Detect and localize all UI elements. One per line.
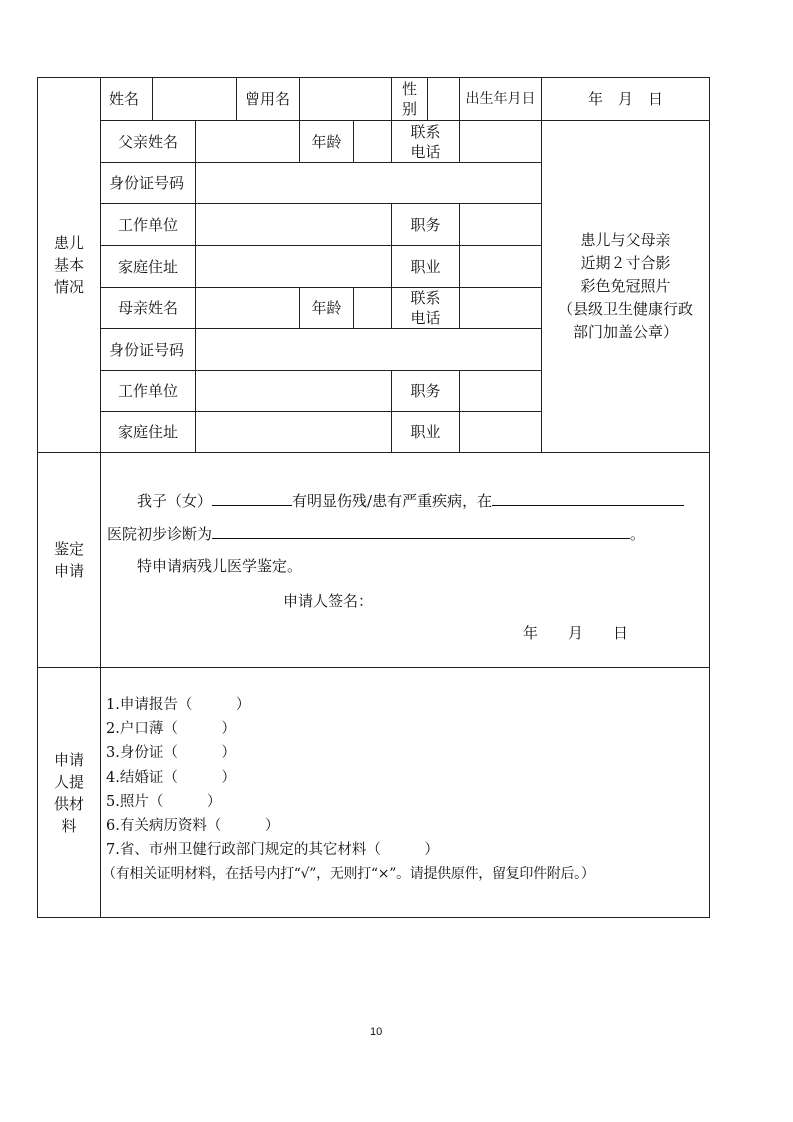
mother-work-field[interactable]	[195, 370, 392, 412]
mother-occupation-label: 职业	[391, 411, 460, 453]
father-work-label: 工作单位	[100, 203, 196, 246]
father-position-label: 职务	[391, 203, 460, 246]
phone-text: 联系电话	[410, 122, 441, 161]
material-item[interactable]: 4.结婚证（ ）	[106, 769, 236, 786]
former-name-label: 曾用名	[236, 77, 300, 121]
gender-field[interactable]	[427, 77, 460, 121]
mother-id-field[interactable]	[195, 328, 542, 371]
photo-note-line: 彩色免冠照片	[580, 277, 671, 295]
photo-note-line: 部门加盖公章）	[572, 323, 678, 341]
mother-phone-label	[391, 287, 460, 329]
material-item[interactable]: 7.省、市州卫健行政部门规定的其它材料（ ）	[106, 842, 439, 859]
gender-text: 性别	[401, 80, 417, 118]
material-item[interactable]: 1.申请报告（ ）	[106, 697, 251, 713]
diagnosis-blank[interactable]	[212, 524, 630, 539]
birth-label: 出生年月日	[459, 77, 542, 121]
mother-phone-field[interactable]	[459, 287, 542, 329]
text: 。	[630, 525, 646, 543]
signature-label: 申请人签名：	[283, 592, 374, 610]
mother-work-label: 工作单位	[100, 370, 196, 412]
gender-label	[391, 77, 428, 121]
text: 医院初步诊断为	[107, 525, 213, 543]
section-basic-info-title	[37, 77, 101, 453]
section-title: 申请人提供材料	[53, 750, 84, 835]
application-date: 年 月 日	[523, 624, 629, 642]
father-phone-label	[391, 120, 460, 163]
photo-note-line: 近期２寸合影	[580, 254, 671, 272]
section-application-title	[37, 452, 101, 668]
father-id-field[interactable]	[195, 162, 542, 204]
material-item[interactable]: 3.身份证（ ）	[106, 745, 236, 762]
phone-text: 联系电话	[410, 289, 441, 327]
father-occupation-field[interactable]	[459, 245, 542, 288]
mother-name-field[interactable]	[195, 287, 300, 329]
father-age-field[interactable]	[353, 120, 392, 163]
mother-position-label: 职务	[391, 370, 460, 412]
father-id-label: 身份证号码	[100, 162, 196, 204]
section-title: 鉴定申请	[53, 540, 84, 580]
name-field[interactable]	[152, 77, 237, 121]
mother-age-field[interactable]	[353, 287, 392, 329]
mother-address-field[interactable]	[195, 411, 392, 453]
material-item[interactable]: 6.有关病历资料（ ）	[106, 818, 280, 835]
father-phone-field[interactable]	[459, 120, 542, 163]
hospital-blank[interactable]	[492, 491, 684, 506]
photo-note-line: 患儿与父母亲	[580, 231, 671, 249]
father-name-field[interactable]	[195, 120, 300, 163]
father-address-field[interactable]	[195, 245, 392, 288]
section-title: 患儿基本情况	[53, 234, 84, 296]
mother-occupation-field[interactable]	[459, 411, 542, 453]
materials-list	[102, 693, 595, 887]
materials-note: （有相关证明材料，在括号内打“√”，无则打“×”。请提供原件，留复印件附后。）	[102, 866, 595, 883]
father-work-field[interactable]	[195, 203, 392, 246]
photo-note-line: （县级卫生健康行政	[557, 300, 693, 318]
former-name-field[interactable]	[299, 77, 392, 121]
section-materials-title	[37, 667, 101, 918]
application-line-1	[137, 490, 684, 511]
birth-field[interactable]: 年 月 日	[541, 77, 710, 121]
mother-id-label: 身份证号码	[100, 328, 196, 371]
material-item[interactable]: 2.户口薄（ ）	[106, 721, 236, 738]
text: 我子（女）	[137, 492, 213, 510]
mother-name-label: 母亲姓名	[100, 287, 196, 329]
mother-position-field[interactable]	[459, 370, 542, 412]
text: 有明显伤残/患有严重疾病，在	[292, 492, 493, 510]
father-name-label: 父亲姓名	[100, 120, 196, 163]
father-occupation-label: 职业	[391, 245, 460, 288]
material-item[interactable]: 5.照片（ ）	[106, 793, 222, 810]
page-number: 10	[370, 1026, 383, 1038]
mother-age-label: 年龄	[299, 287, 354, 329]
name-label: 姓名	[100, 77, 153, 121]
application-line-2	[107, 523, 645, 544]
father-age-label: 年龄	[299, 120, 354, 163]
mother-address-label: 家庭住址	[100, 411, 196, 453]
father-position-field[interactable]	[459, 203, 542, 246]
father-address-label: 家庭住址	[100, 245, 196, 288]
application-line-3: 特申请病残儿医学鉴定。	[137, 557, 303, 575]
child-name-blank[interactable]	[212, 491, 292, 506]
photo-area	[541, 120, 710, 453]
